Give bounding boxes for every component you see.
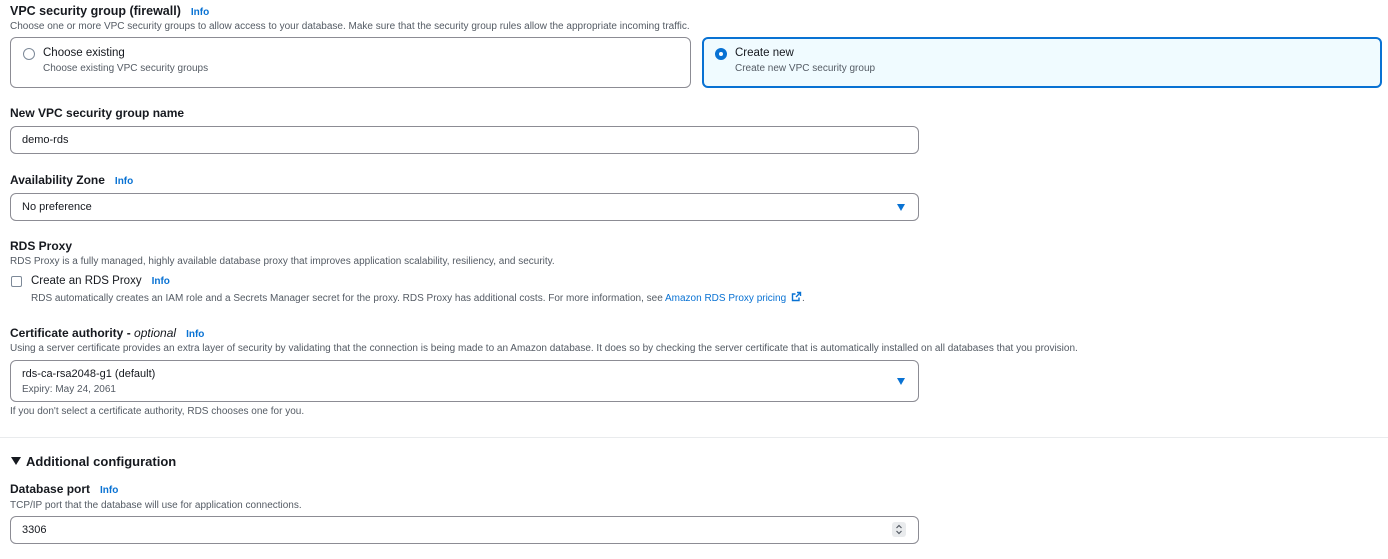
vpc-security-group-title: VPC security group (firewall) [10, 4, 181, 18]
rds-proxy-description: RDS Proxy is a fully managed, highly available database proxy that improves application scalability, resiliency, and security. [10, 256, 555, 267]
create-rds-proxy-label[interactable]: Create an RDS Proxy [31, 275, 142, 287]
database-port-label: Database port [10, 482, 91, 496]
certificate-authority-description: Using a server certificate provides an extra layer of security by validating that the connection is being made to an Amazon database. It does so by checking the server certificate that is automatically installed on all databases that you provision. [10, 343, 1078, 354]
new-sg-name-input[interactable] [10, 126, 919, 154]
certificate-authority-optional: optional [134, 326, 177, 340]
availability-zone-label: Availability Zone [10, 173, 105, 187]
additional-configuration-title: Additional configuration [26, 454, 177, 469]
rds-proxy-pricing-link[interactable] [665, 293, 802, 304]
caret-down-icon [897, 204, 905, 211]
database-port-info-link[interactable]: Info [100, 485, 119, 496]
rds-proxy-note-end: . [801, 293, 805, 304]
rds-proxy-title: RDS Proxy [10, 239, 73, 253]
choose-existing-description: Choose existing VPC security groups [43, 63, 209, 74]
certificate-authority-info-link[interactable]: Info [186, 329, 205, 340]
new-sg-name-label: New VPC security group name [10, 106, 185, 120]
certificate-authority-value: rds-ca-rsa2048-g1 (default) [22, 368, 156, 380]
rds-proxy-info-link[interactable]: Info [151, 276, 170, 287]
certificate-authority-label: Certificate authority - [10, 326, 131, 340]
external-link-icon [791, 291, 802, 302]
availability-zone-info-link[interactable]: Info [114, 176, 134, 187]
vpc-security-group-description: Choose one or more VPC security groups to allow access to your database. Make sure that the security group rules allow the appropriate incoming traffic. [10, 21, 690, 32]
availability-zone-value: No preference [22, 201, 92, 213]
additional-configuration-toggle[interactable] [11, 454, 176, 469]
certificate-authority-heading [10, 326, 204, 340]
rds-proxy-note-text: RDS automatically creates an IAM role and a Secrets Manager secret for the proxy. RDS Proxy has additional costs. For more information, see [31, 293, 663, 304]
availability-zone-heading [10, 173, 133, 187]
triangle-down-icon [11, 457, 21, 466]
choose-existing-label: Choose existing [43, 47, 125, 59]
create-new-label: Create new [735, 47, 794, 59]
create-rds-proxy-checkbox[interactable] [11, 276, 22, 287]
section-divider [0, 437, 1388, 438]
create-new-description: Create new VPC security group [735, 63, 876, 74]
certificate-authority-expiry: Expiry: May 24, 2061 [22, 384, 116, 395]
availability-zone-select[interactable] [10, 193, 919, 221]
choose-existing-radio[interactable] [23, 48, 35, 60]
certificate-authority-select[interactable] [10, 360, 919, 402]
create-new-radio[interactable] [715, 48, 727, 60]
choose-existing-option[interactable] [10, 37, 691, 88]
database-port-input[interactable] [10, 516, 919, 544]
rds-proxy-pricing-link-text[interactable]: Amazon RDS Proxy pricing [665, 293, 787, 304]
certificate-authority-hint: If you don't select a certificate authority, RDS chooses one for you. [10, 406, 305, 417]
spinner-arrows-icon[interactable] [892, 522, 906, 537]
vpc-security-group-heading [10, 4, 209, 18]
caret-down-icon [897, 378, 905, 385]
create-new-option[interactable] [702, 37, 1382, 88]
rds-proxy-note [31, 291, 805, 304]
database-port-heading [10, 482, 118, 496]
create-rds-proxy-label-row [31, 275, 170, 287]
spinner-arrows-glyph [892, 522, 906, 537]
database-port-description: TCP/IP port that the database will use for application connections. [10, 500, 302, 511]
vpc-security-group-info-link[interactable]: Info [190, 7, 210, 18]
